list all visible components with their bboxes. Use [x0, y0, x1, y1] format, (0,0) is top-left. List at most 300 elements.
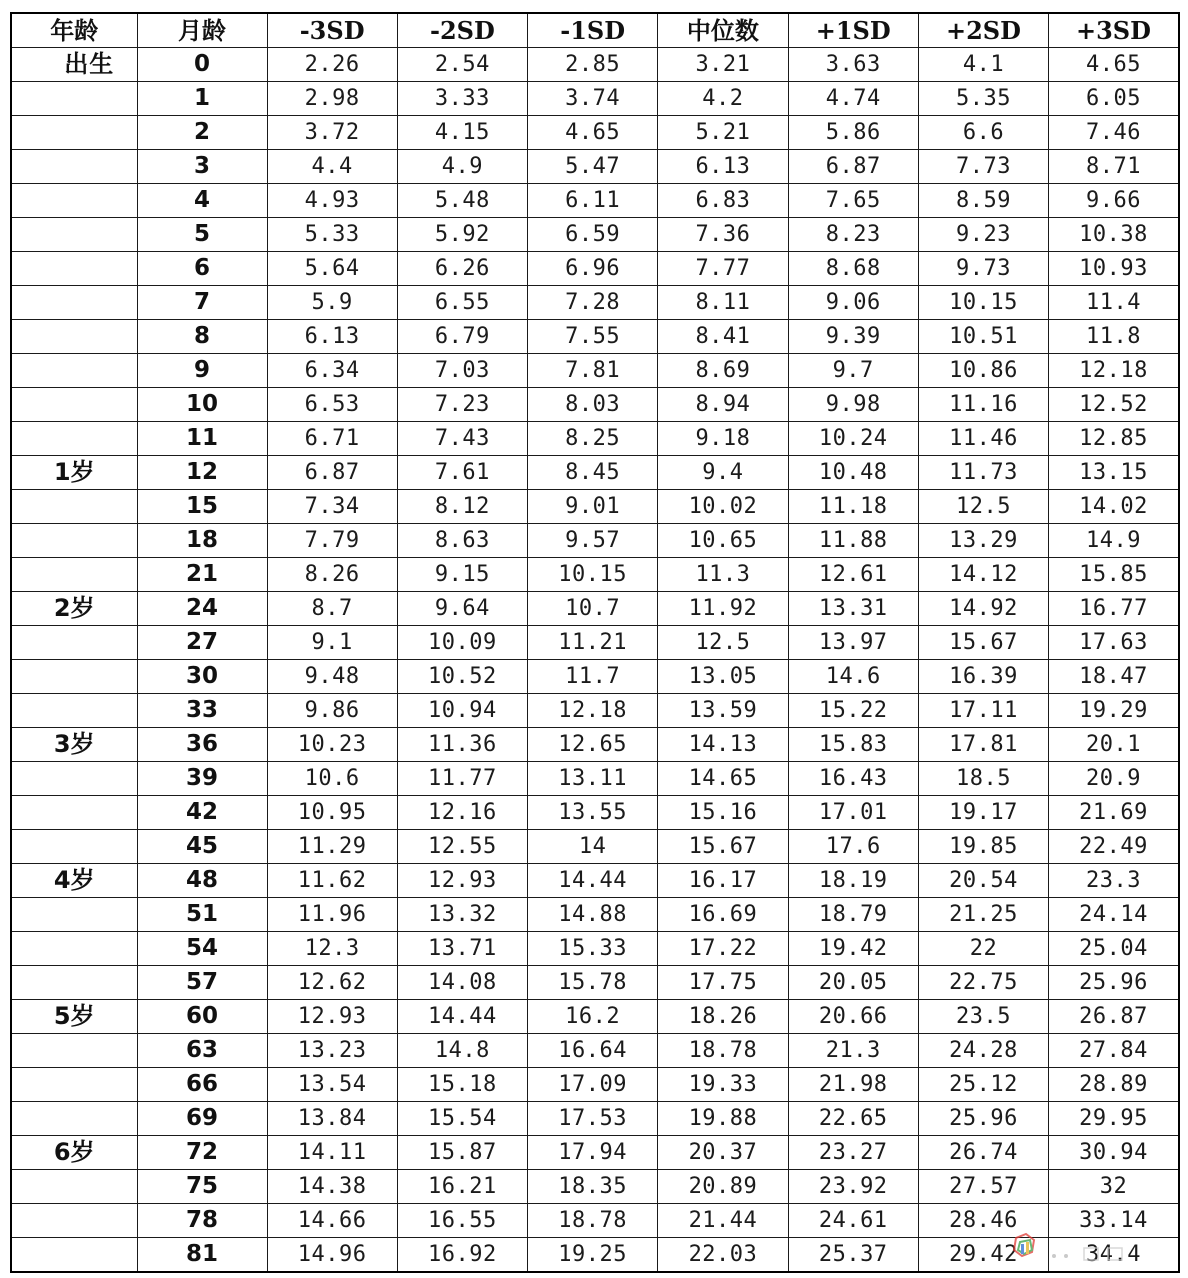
value-cell: 9.86 — [267, 694, 397, 728]
value-cell: 4.74 — [788, 82, 918, 116]
table-row — [11, 592, 1179, 626]
value-cell: 20.89 — [658, 1170, 788, 1204]
table-row — [11, 830, 1179, 864]
value-cell: 19.33 — [658, 1068, 788, 1102]
value-cell: 10.6 — [267, 762, 397, 796]
value-cell: 5.86 — [788, 116, 918, 150]
month-cell: 1 — [137, 82, 267, 116]
value-cell: 12.5 — [918, 490, 1048, 524]
value-cell: 2.26 — [267, 48, 397, 82]
value-cell: 8.03 — [528, 388, 658, 422]
value-cell: 5.21 — [658, 116, 788, 150]
value-cell: 21.3 — [788, 1034, 918, 1068]
table-row — [11, 456, 1179, 490]
value-cell: 11.3 — [658, 558, 788, 592]
value-cell: 8.23 — [788, 218, 918, 252]
value-cell: 7.43 — [397, 422, 527, 456]
value-cell: 7.28 — [528, 286, 658, 320]
value-cell: 20.1 — [1049, 728, 1179, 762]
value-cell: 3.33 — [397, 82, 527, 116]
table-row — [11, 252, 1179, 286]
value-cell: 13.31 — [788, 592, 918, 626]
value-cell: 25.96 — [1049, 966, 1179, 1000]
month-cell: 51 — [137, 898, 267, 932]
value-cell: 18.78 — [658, 1034, 788, 1068]
table-row — [11, 728, 1179, 762]
value-cell: 28.89 — [1049, 1068, 1179, 1102]
value-cell: 25.12 — [918, 1068, 1048, 1102]
value-cell: 14.6 — [788, 660, 918, 694]
value-cell: 13.11 — [528, 762, 658, 796]
value-cell: 8.63 — [397, 524, 527, 558]
month-cell: 45 — [137, 830, 267, 864]
age-cell — [11, 422, 137, 456]
month-cell: 0 — [137, 48, 267, 82]
table-row — [11, 388, 1179, 422]
age-cell — [11, 82, 137, 116]
age-cell — [11, 320, 137, 354]
month-cell: 15 — [137, 490, 267, 524]
table-body — [11, 48, 1179, 1273]
value-cell: 20.54 — [918, 864, 1048, 898]
value-cell: 10.15 — [918, 286, 1048, 320]
value-cell: 9.66 — [1049, 184, 1179, 218]
value-cell: 6.87 — [788, 150, 918, 184]
value-cell: 8.41 — [658, 320, 788, 354]
value-cell: 17.53 — [528, 1102, 658, 1136]
value-cell: 22.75 — [918, 966, 1048, 1000]
value-cell: 5.35 — [918, 82, 1048, 116]
value-cell: 27.84 — [1049, 1034, 1179, 1068]
age-cell — [11, 966, 137, 1000]
age-cell: 1岁 — [11, 456, 137, 490]
value-cell: 21.98 — [788, 1068, 918, 1102]
value-cell: 22.03 — [658, 1238, 788, 1273]
value-cell: 17.81 — [918, 728, 1048, 762]
age-cell — [11, 1238, 137, 1273]
header-row — [11, 13, 1179, 48]
value-cell: 12.61 — [788, 558, 918, 592]
value-cell: 19.88 — [658, 1102, 788, 1136]
header-minus-2sd: -2SD — [397, 13, 527, 48]
value-cell: 14.8 — [397, 1034, 527, 1068]
age-cell — [11, 354, 137, 388]
table-row — [11, 660, 1179, 694]
value-cell: 10.7 — [528, 592, 658, 626]
table-row — [11, 1000, 1179, 1034]
age-cell — [11, 796, 137, 830]
value-cell: 12.52 — [1049, 388, 1179, 422]
value-cell: 10.23 — [267, 728, 397, 762]
table-row — [11, 1204, 1179, 1238]
age-cell: 3岁 — [11, 728, 137, 762]
age-cell — [11, 626, 137, 660]
age-cell — [11, 660, 137, 694]
value-cell: 14.02 — [1049, 490, 1179, 524]
value-cell: 9.39 — [788, 320, 918, 354]
value-cell: 16.21 — [397, 1170, 527, 1204]
header-minus-1sd: -1SD — [528, 13, 658, 48]
month-cell: 60 — [137, 1000, 267, 1034]
value-cell: 24.61 — [788, 1204, 918, 1238]
value-cell: 15.18 — [397, 1068, 527, 1102]
age-cell — [11, 150, 137, 184]
value-cell: 11.21 — [528, 626, 658, 660]
value-cell: 9.98 — [788, 388, 918, 422]
value-cell: 20.37 — [658, 1136, 788, 1170]
value-cell: 7.73 — [918, 150, 1048, 184]
age-cell — [11, 286, 137, 320]
month-cell: 6 — [137, 252, 267, 286]
month-cell: 69 — [137, 1102, 267, 1136]
age-cell — [11, 1170, 137, 1204]
value-cell: 4.2 — [658, 82, 788, 116]
month-cell: 81 — [137, 1238, 267, 1273]
value-cell: 5.48 — [397, 184, 527, 218]
table-row — [11, 490, 1179, 524]
header-plus-3sd: +3SD — [1049, 13, 1179, 48]
month-cell: 39 — [137, 762, 267, 796]
value-cell: 4.93 — [267, 184, 397, 218]
table-row — [11, 626, 1179, 660]
value-cell: 12.16 — [397, 796, 527, 830]
value-cell: 23.27 — [788, 1136, 918, 1170]
value-cell: 13.32 — [397, 898, 527, 932]
value-cell: 6.05 — [1049, 82, 1179, 116]
header-plus-2sd: +2SD — [918, 13, 1048, 48]
month-cell: 78 — [137, 1204, 267, 1238]
value-cell: 11.92 — [658, 592, 788, 626]
month-cell: 9 — [137, 354, 267, 388]
value-cell: 7.34 — [267, 490, 397, 524]
table-row — [11, 422, 1179, 456]
value-cell: 6.34 — [267, 354, 397, 388]
month-cell: 48 — [137, 864, 267, 898]
value-cell: 13.29 — [918, 524, 1048, 558]
value-cell: 33.14 — [1049, 1204, 1179, 1238]
value-cell: 17.75 — [658, 966, 788, 1000]
value-cell: 11.8 — [1049, 320, 1179, 354]
value-cell: 19.25 — [528, 1238, 658, 1273]
value-cell: 11.96 — [267, 898, 397, 932]
value-cell: 23.5 — [918, 1000, 1048, 1034]
value-cell: 4.65 — [1049, 48, 1179, 82]
header-plus-1sd: +1SD — [788, 13, 918, 48]
age-cell — [11, 116, 137, 150]
value-cell: 29.95 — [1049, 1102, 1179, 1136]
value-cell: 7.81 — [528, 354, 658, 388]
value-cell: 15.33 — [528, 932, 658, 966]
value-cell: 14 — [528, 830, 658, 864]
value-cell: 18.47 — [1049, 660, 1179, 694]
month-cell: 75 — [137, 1170, 267, 1204]
value-cell: 7.79 — [267, 524, 397, 558]
age-cell — [11, 762, 137, 796]
value-cell: 14.88 — [528, 898, 658, 932]
value-cell: 5.33 — [267, 218, 397, 252]
value-cell: 26.74 — [918, 1136, 1048, 1170]
value-cell: 17.11 — [918, 694, 1048, 728]
value-cell: 13.97 — [788, 626, 918, 660]
value-cell: 3.74 — [528, 82, 658, 116]
table-row — [11, 694, 1179, 728]
value-cell: 16.64 — [528, 1034, 658, 1068]
value-cell: 14.12 — [918, 558, 1048, 592]
value-cell: 17.63 — [1049, 626, 1179, 660]
value-cell: 11.77 — [397, 762, 527, 796]
month-cell: 4 — [137, 184, 267, 218]
value-cell: 7.46 — [1049, 116, 1179, 150]
value-cell: 5.47 — [528, 150, 658, 184]
value-cell: 19.29 — [1049, 694, 1179, 728]
value-cell: 3.63 — [788, 48, 918, 82]
month-cell: 27 — [137, 626, 267, 660]
value-cell: 14.44 — [397, 1000, 527, 1034]
value-cell: 5.9 — [267, 286, 397, 320]
value-cell: 9.18 — [658, 422, 788, 456]
value-cell: 7.65 — [788, 184, 918, 218]
value-cell: 6.79 — [397, 320, 527, 354]
value-cell: 4.15 — [397, 116, 527, 150]
table-row — [11, 82, 1179, 116]
age-cell — [11, 1034, 137, 1068]
month-cell: 12 — [137, 456, 267, 490]
value-cell: 13.55 — [528, 796, 658, 830]
value-cell: 15.83 — [788, 728, 918, 762]
value-cell: 15.67 — [918, 626, 1048, 660]
value-cell: 11.16 — [918, 388, 1048, 422]
value-cell: 28.46 — [918, 1204, 1048, 1238]
value-cell: 24.28 — [918, 1034, 1048, 1068]
value-cell: 14.44 — [528, 864, 658, 898]
value-cell: 9.73 — [918, 252, 1048, 286]
month-cell: 2 — [137, 116, 267, 150]
table-row — [11, 320, 1179, 354]
month-cell: 36 — [137, 728, 267, 762]
value-cell: 13.54 — [267, 1068, 397, 1102]
age-cell — [11, 252, 137, 286]
value-cell: 18.19 — [788, 864, 918, 898]
table-row — [11, 966, 1179, 1000]
table-row — [11, 354, 1179, 388]
value-cell: 4.4 — [267, 150, 397, 184]
value-cell: 8.45 — [528, 456, 658, 490]
value-cell: 10.48 — [788, 456, 918, 490]
value-cell: 11.88 — [788, 524, 918, 558]
age-cell — [11, 898, 137, 932]
value-cell: 11.18 — [788, 490, 918, 524]
value-cell: 13.71 — [397, 932, 527, 966]
value-cell: 3.21 — [658, 48, 788, 82]
value-cell: 8.12 — [397, 490, 527, 524]
table-row — [11, 184, 1179, 218]
table-row — [11, 286, 1179, 320]
value-cell: 14.96 — [267, 1238, 397, 1273]
table-row — [11, 864, 1179, 898]
value-cell: 2.54 — [397, 48, 527, 82]
month-cell: 72 — [137, 1136, 267, 1170]
value-cell: 17.22 — [658, 932, 788, 966]
table-row — [11, 762, 1179, 796]
value-cell: 10.24 — [788, 422, 918, 456]
value-cell: 9.06 — [788, 286, 918, 320]
value-cell: 4.1 — [918, 48, 1048, 82]
value-cell: 10.93 — [1049, 252, 1179, 286]
value-cell: 7.23 — [397, 388, 527, 422]
value-cell: 12.62 — [267, 966, 397, 1000]
value-cell: 20.9 — [1049, 762, 1179, 796]
value-cell: 21.25 — [918, 898, 1048, 932]
age-cell — [11, 558, 137, 592]
table-row — [11, 48, 1179, 82]
value-cell: 19.42 — [788, 932, 918, 966]
weight-sd-table — [10, 12, 1180, 1273]
value-cell: 10.51 — [918, 320, 1048, 354]
value-cell: 9.15 — [397, 558, 527, 592]
value-cell: 29.42 — [918, 1238, 1048, 1273]
growth-standard-sheet — [10, 12, 1178, 1270]
value-cell: 7.03 — [397, 354, 527, 388]
value-cell: 6.55 — [397, 286, 527, 320]
table-row — [11, 932, 1179, 966]
value-cell: 19.17 — [918, 796, 1048, 830]
value-cell: 6.71 — [267, 422, 397, 456]
age-cell — [11, 388, 137, 422]
table-row — [11, 558, 1179, 592]
age-cell — [11, 490, 137, 524]
value-cell: 23.92 — [788, 1170, 918, 1204]
table-row — [11, 150, 1179, 184]
value-cell: 11.36 — [397, 728, 527, 762]
value-cell: 8.7 — [267, 592, 397, 626]
value-cell: 25.37 — [788, 1238, 918, 1273]
value-cell: 10.95 — [267, 796, 397, 830]
table-row — [11, 218, 1179, 252]
value-cell: 16.39 — [918, 660, 1048, 694]
month-cell: 7 — [137, 286, 267, 320]
value-cell: 16.77 — [1049, 592, 1179, 626]
value-cell: 15.54 — [397, 1102, 527, 1136]
age-cell — [11, 1102, 137, 1136]
age-cell: 出生 — [11, 48, 137, 82]
value-cell: 8.94 — [658, 388, 788, 422]
month-cell: 66 — [137, 1068, 267, 1102]
value-cell: 10.09 — [397, 626, 527, 660]
month-cell: 30 — [137, 660, 267, 694]
value-cell: 6.6 — [918, 116, 1048, 150]
value-cell: 7.77 — [658, 252, 788, 286]
table-header — [11, 13, 1179, 48]
value-cell: 21.44 — [658, 1204, 788, 1238]
value-cell: 5.64 — [267, 252, 397, 286]
table-row — [11, 1238, 1179, 1273]
age-cell: 6岁 — [11, 1136, 137, 1170]
value-cell: 17.6 — [788, 830, 918, 864]
age-cell — [11, 524, 137, 558]
age-cell — [11, 1204, 137, 1238]
value-cell: 15.16 — [658, 796, 788, 830]
value-cell: 6.13 — [267, 320, 397, 354]
age-cell — [11, 932, 137, 966]
value-cell: 12.93 — [267, 1000, 397, 1034]
month-cell: 57 — [137, 966, 267, 1000]
value-cell: 14.65 — [658, 762, 788, 796]
value-cell: 14.08 — [397, 966, 527, 1000]
value-cell: 11.4 — [1049, 286, 1179, 320]
value-cell: 17.01 — [788, 796, 918, 830]
value-cell: 10.38 — [1049, 218, 1179, 252]
value-cell: 15.22 — [788, 694, 918, 728]
value-cell: 4.9 — [397, 150, 527, 184]
month-cell: 21 — [137, 558, 267, 592]
value-cell: 3.72 — [267, 116, 397, 150]
month-cell: 33 — [137, 694, 267, 728]
table-row — [11, 1034, 1179, 1068]
table-row — [11, 1068, 1179, 1102]
age-cell — [11, 184, 137, 218]
month-cell: 54 — [137, 932, 267, 966]
value-cell: 14.13 — [658, 728, 788, 762]
value-cell: 8.59 — [918, 184, 1048, 218]
value-cell: 12.85 — [1049, 422, 1179, 456]
value-cell: 9.1 — [267, 626, 397, 660]
value-cell: 13.84 — [267, 1102, 397, 1136]
value-cell: 13.23 — [267, 1034, 397, 1068]
value-cell: 9.4 — [658, 456, 788, 490]
value-cell: 14.11 — [267, 1136, 397, 1170]
value-cell: 34.4 — [1049, 1238, 1179, 1273]
header-age: 年龄 — [11, 13, 137, 48]
value-cell: 10.15 — [528, 558, 658, 592]
value-cell: 12.18 — [528, 694, 658, 728]
value-cell: 8.69 — [658, 354, 788, 388]
value-cell: 9.48 — [267, 660, 397, 694]
value-cell: 17.94 — [528, 1136, 658, 1170]
value-cell: 7.36 — [658, 218, 788, 252]
table-row — [11, 116, 1179, 150]
value-cell: 14.9 — [1049, 524, 1179, 558]
value-cell: 13.05 — [658, 660, 788, 694]
month-cell: 11 — [137, 422, 267, 456]
value-cell: 16.17 — [658, 864, 788, 898]
value-cell: 10.65 — [658, 524, 788, 558]
value-cell: 8.26 — [267, 558, 397, 592]
value-cell: 9.01 — [528, 490, 658, 524]
table-row — [11, 1136, 1179, 1170]
value-cell: 9.7 — [788, 354, 918, 388]
value-cell: 21.69 — [1049, 796, 1179, 830]
value-cell: 13.15 — [1049, 456, 1179, 490]
value-cell: 6.96 — [528, 252, 658, 286]
table-row — [11, 898, 1179, 932]
table-row — [11, 1170, 1179, 1204]
value-cell: 12.18 — [1049, 354, 1179, 388]
value-cell: 17.09 — [528, 1068, 658, 1102]
age-cell: 5岁 — [11, 1000, 137, 1034]
value-cell: 15.85 — [1049, 558, 1179, 592]
value-cell: 18.5 — [918, 762, 1048, 796]
age-cell: 4岁 — [11, 864, 137, 898]
month-cell: 18 — [137, 524, 267, 558]
value-cell: 6.83 — [658, 184, 788, 218]
value-cell: 2.98 — [267, 82, 397, 116]
value-cell: 11.46 — [918, 422, 1048, 456]
value-cell: 16.92 — [397, 1238, 527, 1273]
month-cell: 3 — [137, 150, 267, 184]
value-cell: 12.3 — [267, 932, 397, 966]
value-cell: 18.78 — [528, 1204, 658, 1238]
value-cell: 14.92 — [918, 592, 1048, 626]
